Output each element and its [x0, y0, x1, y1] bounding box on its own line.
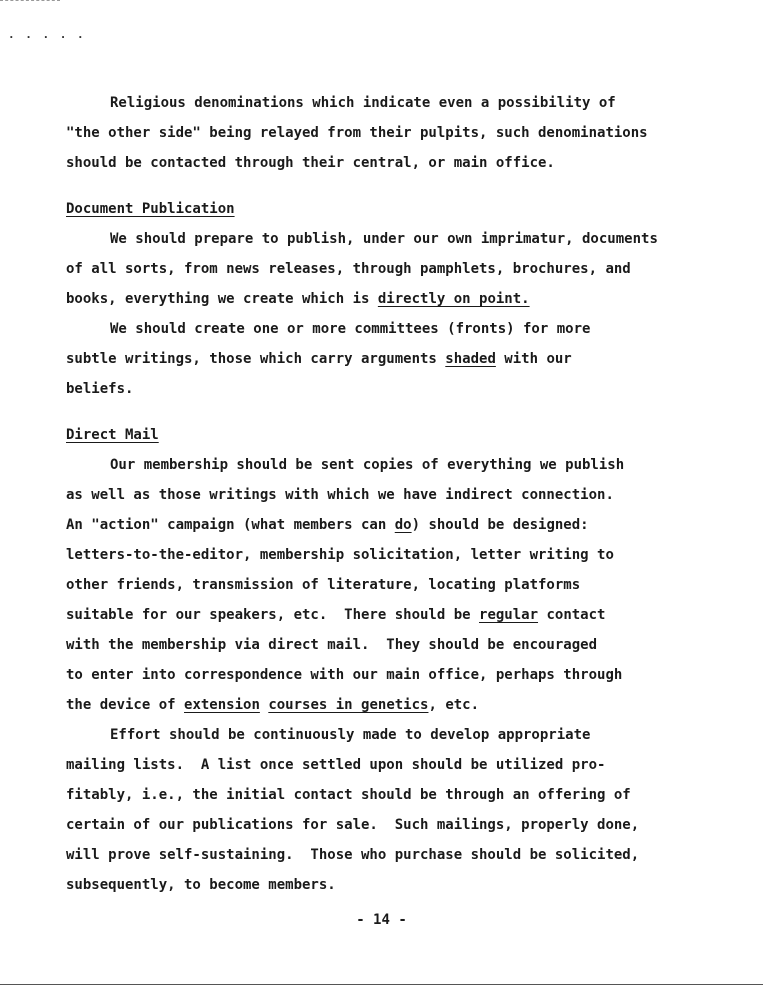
text-line — [66, 600, 706, 630]
underlined-phrase: courses in genetics — [268, 697, 429, 713]
text-line — [66, 840, 706, 870]
text-segment: to enter into correspondence with our main office, perhaps through — [66, 667, 623, 683]
text-line — [66, 570, 706, 600]
text-segment: beliefs. — [66, 381, 134, 397]
page-number: - 14 - — [356, 912, 407, 928]
text-segment: should be contacted through their central, or main office. — [66, 155, 555, 171]
text-line — [66, 660, 706, 690]
text-line — [66, 88, 706, 118]
text-line — [66, 284, 706, 314]
text-line — [66, 870, 706, 900]
text-segment: as well as those writings with which we have indirect connection. — [66, 487, 614, 503]
text-segment: ) should be designed: — [411, 517, 589, 533]
text-line — [66, 630, 706, 660]
bottom-edge-rule — [0, 984, 763, 985]
text-segment: suitable for our speakers, etc. There should be — [66, 607, 480, 623]
text-line — [66, 540, 706, 570]
section-gap — [66, 178, 706, 194]
text-segment: We should create one or more committees (fronts) for more — [110, 321, 591, 337]
underlined-phrase: shaded — [445, 351, 496, 367]
text-segment: books, everything we create which is — [66, 291, 378, 307]
underlined-phrase: do — [394, 517, 412, 533]
text-line — [66, 480, 706, 510]
underlined-phrase: extension — [184, 697, 260, 713]
text-segment: We should prepare to publish, under our own imprimatur, documents — [110, 231, 658, 247]
text-line — [66, 780, 706, 810]
section-heading: Document Publication — [66, 201, 235, 217]
corner-marks: . . . . . — [8, 28, 86, 41]
text-segment: will prove self-sustaining. Those who purchase should be solicited, — [66, 847, 640, 863]
text-line — [66, 720, 706, 750]
body-text — [66, 88, 706, 900]
text-segment: of all sorts, from news releases, through pamphlets, brochures, and — [66, 261, 631, 277]
text-line — [66, 148, 706, 178]
top-edge-mark — [0, 0, 60, 1]
text-segment: fitably, i.e., the initial contact should be through an offering of — [66, 787, 631, 803]
text-segment: Religious denominations which indicate even a possibility of — [110, 95, 616, 111]
text-line — [66, 374, 706, 404]
underlined-phrase: directly on point. — [377, 291, 530, 307]
text-segment: with the membership via direct mail. They should be encouraged — [66, 637, 598, 653]
text-line — [66, 750, 706, 780]
text-segment: certain of our publications for sale. Such mailings, properly done, — [66, 817, 640, 833]
text-line — [66, 344, 706, 374]
text-segment: with our — [495, 351, 572, 367]
text-segment: contact — [538, 607, 606, 623]
text-line — [66, 314, 706, 344]
text-line — [66, 690, 706, 720]
text-line — [66, 224, 706, 254]
text-segment: mailing lists. A list once settled upon should be utilized pro- — [66, 757, 606, 773]
text-line — [66, 510, 706, 540]
text-line — [66, 118, 706, 148]
text-segment: "the other side" being relayed from their pulpits, such denominations — [66, 125, 648, 141]
section-heading: Direct Mail — [66, 427, 159, 443]
section-gap — [66, 404, 706, 420]
text-segment: the device of — [66, 697, 185, 713]
text-line — [66, 450, 706, 480]
text-segment: letters-to-the-editor, membership solicitation, letter writing to — [66, 547, 614, 563]
text-segment: , etc. — [428, 697, 480, 713]
text-line — [66, 254, 706, 284]
underlined-phrase: regular — [479, 607, 539, 623]
text-segment: subsequently, to become members. — [66, 877, 336, 893]
text-segment: Effort should be continuously made to develop appropriate — [110, 727, 591, 743]
text-line — [66, 810, 706, 840]
text-segment: other friends, transmission of literature, locating platforms — [66, 577, 581, 593]
text-segment: Our membership should be sent copies of everything we publish — [110, 457, 625, 473]
text-segment: subtle writings, those which carry arguments — [66, 351, 446, 367]
text-segment: An "action" campaign (what members can — [66, 517, 395, 533]
